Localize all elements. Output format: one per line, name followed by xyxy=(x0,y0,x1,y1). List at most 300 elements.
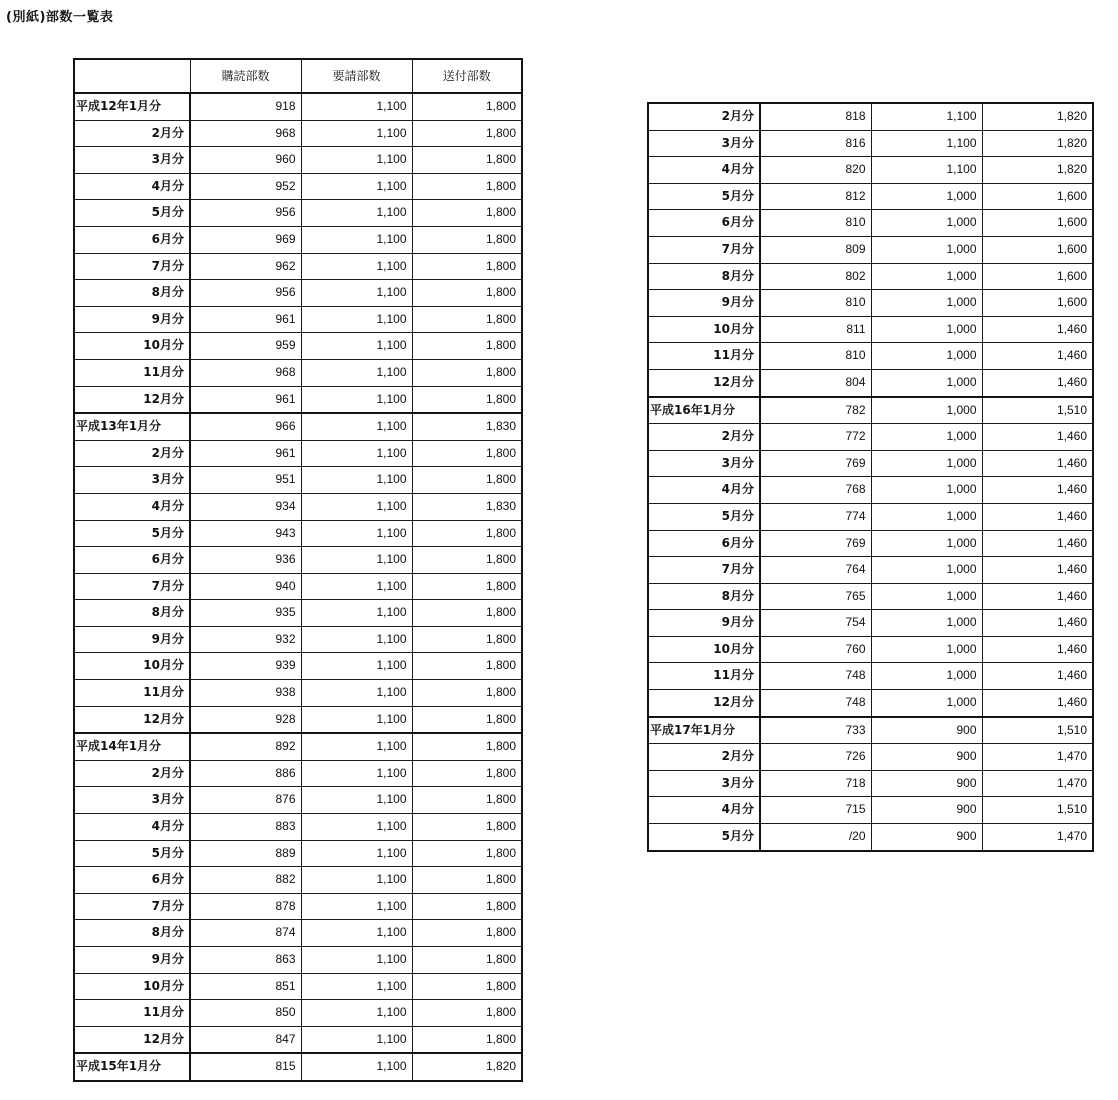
sent-count: 1,800 xyxy=(412,253,522,280)
sent-count: 1,800 xyxy=(412,520,522,547)
sent-count: 1,510 xyxy=(982,797,1093,824)
page-title: (別紙)部数一覧表 xyxy=(6,10,114,25)
requested-count: 900 xyxy=(871,717,982,744)
subscribed-count: 951 xyxy=(190,467,301,494)
row-label: 3月分 xyxy=(74,787,190,814)
row-label: 4月分 xyxy=(74,173,190,200)
row-label: 4月分 xyxy=(648,477,760,504)
sent-count: 1,800 xyxy=(412,706,522,733)
sent-count: 1,820 xyxy=(982,103,1093,130)
sent-count: 1,600 xyxy=(982,183,1093,210)
requested-count: 1,100 xyxy=(301,653,412,680)
row-label: 3月分 xyxy=(74,467,190,494)
sent-count: 1,800 xyxy=(412,867,522,894)
requested-count: 1,000 xyxy=(871,610,982,637)
table-row xyxy=(74,493,522,520)
sent-count: 1,830 xyxy=(412,493,522,520)
table-row xyxy=(648,477,1093,504)
table-row xyxy=(648,397,1093,424)
row-label: 9月分 xyxy=(74,947,190,974)
subscribed-count: 850 xyxy=(190,1000,301,1027)
row-label: 9月分 xyxy=(648,610,760,637)
requested-count: 1,000 xyxy=(871,530,982,557)
row-label: 8月分 xyxy=(648,263,760,290)
subscribed-count: 969 xyxy=(190,226,301,253)
sent-count: 1,800 xyxy=(412,547,522,574)
table-row xyxy=(648,369,1093,396)
requested-count: 1,100 xyxy=(301,413,412,440)
requested-count: 1,100 xyxy=(301,173,412,200)
subscribed-count: 810 xyxy=(760,343,871,370)
subscribed-count: 774 xyxy=(760,503,871,530)
requested-count: 1,100 xyxy=(301,1026,412,1053)
subscribed-count: 966 xyxy=(190,413,301,440)
subscribed-count: 768 xyxy=(760,477,871,504)
table-row xyxy=(74,706,522,733)
row-label: 5月分 xyxy=(648,503,760,530)
sent-count: 1,600 xyxy=(982,263,1093,290)
table-row xyxy=(648,157,1093,184)
sent-count: 1,460 xyxy=(982,503,1093,530)
table-row xyxy=(74,893,522,920)
row-label: 平成17年1月分 xyxy=(648,717,760,744)
requested-count: 1,000 xyxy=(871,210,982,237)
subscribed-count: 782 xyxy=(760,397,871,424)
row-label: 5月分 xyxy=(74,200,190,227)
row-label: 2月分 xyxy=(74,120,190,147)
table-row xyxy=(648,744,1093,771)
subscribed-count: 726 xyxy=(760,744,871,771)
requested-count: 1,100 xyxy=(301,93,412,120)
requested-count: 1,100 xyxy=(301,520,412,547)
requested-count: 1,100 xyxy=(301,920,412,947)
table-row xyxy=(74,253,522,280)
subscribed-count: 892 xyxy=(190,733,301,760)
sent-count: 1,820 xyxy=(982,157,1093,184)
row-label: 11月分 xyxy=(648,663,760,690)
subscribed-count: 764 xyxy=(760,557,871,584)
subscribed-count: 765 xyxy=(760,583,871,610)
sent-count: 1,460 xyxy=(982,663,1093,690)
sent-count: 1,820 xyxy=(982,130,1093,157)
table-row xyxy=(648,236,1093,263)
subscribed-count: 810 xyxy=(760,290,871,317)
requested-count: 900 xyxy=(871,824,982,851)
row-label: 平成13年1月分 xyxy=(74,413,190,440)
subscribed-count: 818 xyxy=(760,103,871,130)
table-row xyxy=(648,424,1093,451)
row-label: 2月分 xyxy=(648,744,760,771)
row-label: 4月分 xyxy=(74,814,190,841)
header-requested: 要請部数 xyxy=(301,59,412,93)
requested-count: 1,100 xyxy=(301,1000,412,1027)
table-row xyxy=(74,93,522,120)
table-row xyxy=(648,503,1093,530)
subscribed-count: 810 xyxy=(760,210,871,237)
sent-count: 1,820 xyxy=(412,1053,522,1081)
sent-count: 1,460 xyxy=(982,343,1093,370)
row-label: 10月分 xyxy=(74,653,190,680)
table-row xyxy=(74,413,522,440)
subscribed-count: 876 xyxy=(190,787,301,814)
table-row xyxy=(74,733,522,760)
subscribed-count: 878 xyxy=(190,893,301,920)
sent-count: 1,460 xyxy=(982,530,1093,557)
table-row xyxy=(74,359,522,386)
row-label: 6月分 xyxy=(74,867,190,894)
table-row xyxy=(74,520,522,547)
requested-count: 1,100 xyxy=(301,973,412,1000)
subscribed-count: 886 xyxy=(190,760,301,787)
subscribed-count: 936 xyxy=(190,547,301,574)
table-row xyxy=(648,263,1093,290)
sent-count: 1,800 xyxy=(412,573,522,600)
table-row xyxy=(74,760,522,787)
requested-count: 1,000 xyxy=(871,636,982,663)
left-count-table xyxy=(73,58,523,1082)
subscribed-count: 809 xyxy=(760,236,871,263)
table-row xyxy=(74,200,522,227)
requested-count: 1,100 xyxy=(301,467,412,494)
table-row xyxy=(74,787,522,814)
requested-count: 1,100 xyxy=(301,306,412,333)
right-table-body xyxy=(648,103,1093,851)
table-row xyxy=(74,1000,522,1027)
subscribed-count: 928 xyxy=(190,706,301,733)
requested-count: 900 xyxy=(871,770,982,797)
subscribed-count: 847 xyxy=(190,1026,301,1053)
table-row xyxy=(74,226,522,253)
subscribed-count: 961 xyxy=(190,440,301,467)
row-label: 12月分 xyxy=(74,706,190,733)
row-label: 10月分 xyxy=(74,973,190,1000)
row-label: 11月分 xyxy=(74,1000,190,1027)
subscribed-count: 956 xyxy=(190,280,301,307)
table-row xyxy=(74,386,522,413)
row-label: 2月分 xyxy=(648,424,760,451)
subscribed-count: 956 xyxy=(190,200,301,227)
row-label: 7月分 xyxy=(648,236,760,263)
table-row xyxy=(648,290,1093,317)
sent-count: 1,800 xyxy=(412,280,522,307)
table-row xyxy=(648,583,1093,610)
row-label: 8月分 xyxy=(74,600,190,627)
subscribed-count: 952 xyxy=(190,173,301,200)
row-label: 12月分 xyxy=(648,690,760,717)
table-row xyxy=(74,600,522,627)
requested-count: 1,100 xyxy=(301,893,412,920)
row-label: 8月分 xyxy=(648,583,760,610)
requested-count: 1,100 xyxy=(301,787,412,814)
row-label: 6月分 xyxy=(648,210,760,237)
sent-count: 1,800 xyxy=(412,147,522,174)
header-subscribed: 購読部数 xyxy=(190,59,301,93)
sent-count: 1,460 xyxy=(982,316,1093,343)
table-row xyxy=(648,610,1093,637)
requested-count: 1,000 xyxy=(871,557,982,584)
subscribed-count: 961 xyxy=(190,306,301,333)
requested-count: 1,000 xyxy=(871,397,982,424)
sent-count: 1,460 xyxy=(982,477,1093,504)
requested-count: 1,100 xyxy=(301,867,412,894)
sent-count: 1,830 xyxy=(412,413,522,440)
requested-count: 1,100 xyxy=(871,103,982,130)
requested-count: 1,000 xyxy=(871,369,982,396)
requested-count: 1,100 xyxy=(871,157,982,184)
sent-count: 1,460 xyxy=(982,690,1093,717)
subscribed-count: 804 xyxy=(760,369,871,396)
table-row xyxy=(74,1026,522,1053)
requested-count: 1,100 xyxy=(301,733,412,760)
sent-count: 1,460 xyxy=(982,450,1093,477)
row-label: 4月分 xyxy=(648,157,760,184)
table-row xyxy=(74,573,522,600)
row-label: 4月分 xyxy=(648,797,760,824)
sent-count: 1,460 xyxy=(982,424,1093,451)
row-label: 2月分 xyxy=(74,760,190,787)
table-row xyxy=(648,103,1093,130)
row-label: 8月分 xyxy=(74,920,190,947)
subscribed-count: 760 xyxy=(760,636,871,663)
requested-count: 1,000 xyxy=(871,663,982,690)
subscribed-count: 851 xyxy=(190,973,301,1000)
subscribed-count: 802 xyxy=(760,263,871,290)
header-row xyxy=(74,59,522,93)
sent-count: 1,800 xyxy=(412,787,522,814)
row-label: 6月分 xyxy=(648,530,760,557)
subscribed-count: 769 xyxy=(760,450,871,477)
requested-count: 1,100 xyxy=(301,440,412,467)
table-row xyxy=(74,1053,522,1081)
row-label: 3月分 xyxy=(74,147,190,174)
sent-count: 1,800 xyxy=(412,973,522,1000)
row-label: 10月分 xyxy=(648,316,760,343)
subscribed-count: 962 xyxy=(190,253,301,280)
subscribed-count: 940 xyxy=(190,573,301,600)
subscribed-count: 889 xyxy=(190,840,301,867)
row-label: 平成12年1月分 xyxy=(74,93,190,120)
table-row xyxy=(648,663,1093,690)
sent-count: 1,800 xyxy=(412,173,522,200)
sent-count: 1,800 xyxy=(412,680,522,707)
row-label: 11月分 xyxy=(648,343,760,370)
row-label: 8月分 xyxy=(74,280,190,307)
requested-count: 1,100 xyxy=(301,333,412,360)
table-row xyxy=(648,343,1093,370)
sent-count: 1,800 xyxy=(412,653,522,680)
requested-count: 1,100 xyxy=(301,680,412,707)
requested-count: 1,100 xyxy=(301,493,412,520)
table-row xyxy=(648,210,1093,237)
table-row xyxy=(74,947,522,974)
subscribed-count: 968 xyxy=(190,359,301,386)
requested-count: 1,000 xyxy=(871,316,982,343)
subscribed-count: 882 xyxy=(190,867,301,894)
requested-count: 1,000 xyxy=(871,290,982,317)
sent-count: 1,470 xyxy=(982,824,1093,851)
requested-count: 1,000 xyxy=(871,183,982,210)
sent-count: 1,800 xyxy=(412,893,522,920)
row-label: 12月分 xyxy=(74,386,190,413)
requested-count: 1,100 xyxy=(871,130,982,157)
sent-count: 1,800 xyxy=(412,1026,522,1053)
table-row xyxy=(648,636,1093,663)
requested-count: 1,100 xyxy=(301,200,412,227)
row-label: 10月分 xyxy=(74,333,190,360)
table-row xyxy=(648,530,1093,557)
sent-count: 1,800 xyxy=(412,1000,522,1027)
table-row xyxy=(648,557,1093,584)
row-label: 11月分 xyxy=(74,359,190,386)
table-row xyxy=(74,680,522,707)
requested-count: 1,100 xyxy=(301,706,412,733)
requested-count: 1,100 xyxy=(301,600,412,627)
sent-count: 1,800 xyxy=(412,386,522,413)
sent-count: 1,800 xyxy=(412,93,522,120)
requested-count: 1,100 xyxy=(301,947,412,974)
sent-count: 1,600 xyxy=(982,290,1093,317)
sent-count: 1,510 xyxy=(982,397,1093,424)
row-label: 7月分 xyxy=(648,557,760,584)
row-label: 5月分 xyxy=(648,183,760,210)
sent-count: 1,800 xyxy=(412,626,522,653)
header-sent: 送付部数 xyxy=(412,59,522,93)
subscribed-count: 932 xyxy=(190,626,301,653)
left-table-body xyxy=(74,93,522,1081)
row-label: 4月分 xyxy=(74,493,190,520)
table-row xyxy=(74,626,522,653)
sent-count: 1,470 xyxy=(982,744,1093,771)
table-row xyxy=(648,770,1093,797)
sent-count: 1,510 xyxy=(982,717,1093,744)
subscribed-count: 863 xyxy=(190,947,301,974)
requested-count: 1,100 xyxy=(301,386,412,413)
sent-count: 1,460 xyxy=(982,636,1093,663)
subscribed-count: 874 xyxy=(190,920,301,947)
row-label: 平成15年1月分 xyxy=(74,1053,190,1081)
sent-count: 1,460 xyxy=(982,583,1093,610)
sent-count: 1,460 xyxy=(982,610,1093,637)
right-count-table xyxy=(647,102,1094,852)
row-label: 9月分 xyxy=(74,626,190,653)
sent-count: 1,800 xyxy=(412,120,522,147)
requested-count: 1,100 xyxy=(301,840,412,867)
requested-count: 1,000 xyxy=(871,690,982,717)
subscribed-count: 718 xyxy=(760,770,871,797)
table-row xyxy=(74,173,522,200)
row-label: 7月分 xyxy=(74,573,190,600)
sent-count: 1,800 xyxy=(412,306,522,333)
sent-count: 1,460 xyxy=(982,369,1093,396)
requested-count: 900 xyxy=(871,797,982,824)
sent-count: 1,800 xyxy=(412,440,522,467)
subscribed-count: 961 xyxy=(190,386,301,413)
row-label: 2月分 xyxy=(648,103,760,130)
requested-count: 1,000 xyxy=(871,263,982,290)
row-label: 3月分 xyxy=(648,450,760,477)
subscribed-count: 935 xyxy=(190,600,301,627)
subscribed-count: 820 xyxy=(760,157,871,184)
row-label: 平成14年1月分 xyxy=(74,733,190,760)
sent-count: 1,600 xyxy=(982,236,1093,263)
requested-count: 1,000 xyxy=(871,583,982,610)
subscribed-count: 812 xyxy=(760,183,871,210)
requested-count: 1,100 xyxy=(301,280,412,307)
sent-count: 1,800 xyxy=(412,814,522,841)
sent-count: 1,800 xyxy=(412,920,522,947)
sent-count: 1,800 xyxy=(412,600,522,627)
table-row xyxy=(74,920,522,947)
table-row xyxy=(74,120,522,147)
left-table-header xyxy=(74,59,522,93)
requested-count: 1,000 xyxy=(871,503,982,530)
requested-count: 1,000 xyxy=(871,236,982,263)
row-label: 2月分 xyxy=(74,440,190,467)
row-label: 3月分 xyxy=(648,130,760,157)
sent-count: 1,800 xyxy=(412,200,522,227)
sent-count: 1,800 xyxy=(412,333,522,360)
subscribed-count: 815 xyxy=(190,1053,301,1081)
sent-count: 1,470 xyxy=(982,770,1093,797)
requested-count: 1,100 xyxy=(301,120,412,147)
table-row xyxy=(74,973,522,1000)
row-label: 5月分 xyxy=(74,520,190,547)
sent-count: 1,800 xyxy=(412,733,522,760)
table-row xyxy=(648,690,1093,717)
table-row xyxy=(648,183,1093,210)
subscribed-count: 811 xyxy=(760,316,871,343)
subscribed-count: 918 xyxy=(190,93,301,120)
requested-count: 900 xyxy=(871,744,982,771)
subscribed-count: /20 xyxy=(760,824,871,851)
subscribed-count: 939 xyxy=(190,653,301,680)
subscribed-count: 733 xyxy=(760,717,871,744)
sent-count: 1,800 xyxy=(412,840,522,867)
row-label: 10月分 xyxy=(648,636,760,663)
sent-count: 1,800 xyxy=(412,226,522,253)
table-row xyxy=(74,147,522,174)
row-label: 6月分 xyxy=(74,226,190,253)
subscribed-count: 816 xyxy=(760,130,871,157)
subscribed-count: 959 xyxy=(190,333,301,360)
table-row xyxy=(74,867,522,894)
table-row xyxy=(74,653,522,680)
requested-count: 1,000 xyxy=(871,424,982,451)
requested-count: 1,100 xyxy=(301,626,412,653)
table-row xyxy=(74,547,522,574)
row-label: 12月分 xyxy=(648,369,760,396)
row-label: 11月分 xyxy=(74,680,190,707)
sent-count: 1,800 xyxy=(412,947,522,974)
row-label: 12月分 xyxy=(74,1026,190,1053)
table-row xyxy=(648,717,1093,744)
row-label: 7月分 xyxy=(74,253,190,280)
requested-count: 1,100 xyxy=(301,1053,412,1081)
subscribed-count: 748 xyxy=(760,690,871,717)
table-row xyxy=(74,306,522,333)
subscribed-count: 715 xyxy=(760,797,871,824)
row-label: 平成16年1月分 xyxy=(648,397,760,424)
subscribed-count: 934 xyxy=(190,493,301,520)
row-label: 6月分 xyxy=(74,547,190,574)
subscribed-count: 960 xyxy=(190,147,301,174)
table-row xyxy=(648,824,1093,851)
row-label: 5月分 xyxy=(648,824,760,851)
table-row xyxy=(74,840,522,867)
table-row xyxy=(648,450,1093,477)
requested-count: 1,100 xyxy=(301,147,412,174)
table-row xyxy=(648,797,1093,824)
